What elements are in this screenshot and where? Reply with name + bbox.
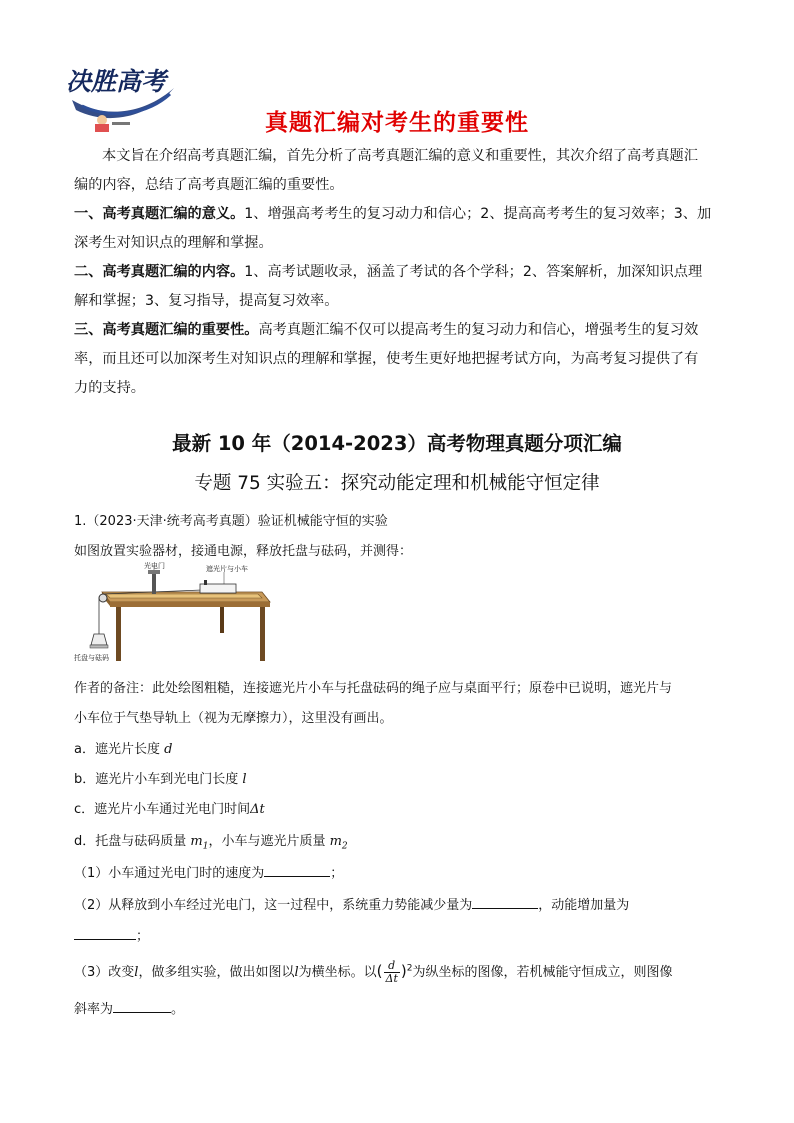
item-d: d．托盘与砝码质量 $m_1$，小车与遮光片质量 $m_2$ <box>74 834 348 852</box>
intro-line-2: 编的内容，总结了高考真题汇编的重要性。 <box>74 177 344 193</box>
answer-blank[interactable] <box>472 896 538 909</box>
intro-paragraph <box>74 142 724 200</box>
author-note-line-2: 小车位于气垫导轨上（视为无摩擦力），这里没有画出。 <box>74 711 393 726</box>
question-number: 1. <box>74 514 87 529</box>
question-setup: 如图放置实验器材，接通电源，释放托盘与砝码，并测得： <box>74 544 413 559</box>
logo-text: 决胜高考 <box>66 67 167 96</box>
section-heading: 三、高考真题汇编的重要性。 <box>74 322 259 338</box>
answer-blank[interactable] <box>264 864 330 877</box>
question-source: （2023·天津·统考高考真题） <box>86 514 258 529</box>
section-content <box>74 258 724 316</box>
subquestion-3-cont: 斜率为 。 <box>74 1002 185 1017</box>
label-photogate: 光电门 <box>144 562 165 570</box>
answer-blank[interactable] <box>113 1000 171 1013</box>
item-c: c．遮光片小车通过光电门时间Δt <box>74 802 265 817</box>
section-heading: 一、高考真题汇编的意义。 <box>74 206 245 222</box>
section-text: 解和掌握；3、复习指导，提高复习效率。 <box>74 293 339 309</box>
answer-blank[interactable] <box>74 927 136 940</box>
section-importance <box>74 316 724 403</box>
label-cart: 遮光片与小车 <box>206 565 248 573</box>
section-heading: 二、高考真题汇编的内容。 <box>74 264 245 280</box>
item-a: a．遮光片长度 d <box>74 742 173 757</box>
section-text: 率，而且还可以加深考生对知识点的理解和掌握，使考生更好地把握考试方向，为高考复习提供了有 <box>74 351 699 367</box>
page-title: 真题汇编对考生的重要性 <box>265 110 529 136</box>
author-note-line-1: 作者的备注：此处绘图粗糙，连接遮光片小车与托盘砝码的绳子应与桌面平行；原卷中已说明，遮光片与 <box>74 681 673 696</box>
section-text: 高考真题汇编不仅可以提高考生的复习动力和信心，增强考生的复习效 <box>258 322 699 338</box>
section-text: 深考生对知识点的理解和掌握。 <box>74 235 273 251</box>
item-b: b．遮光片小车到光电门长度 l <box>74 772 247 787</box>
subquestion-2: （2）从释放到小车经过光电门，这一过程中，系统重力势能减少量为 ，动能增加量为 <box>74 898 630 913</box>
section-text: 1、高考试题收录，涵盖了考试的各个学科；2、答案解析，加深知识点理 <box>244 264 703 280</box>
section-text: 力的支持。 <box>74 380 145 396</box>
subquestion-1: （1）小车通过光电门时的速度为 ； <box>74 866 344 881</box>
section-text: 1、增强高考考生的复习动力和信心；2、提高高考考生的复习效率；3、加 <box>244 206 712 222</box>
intro-line-1: 本文旨在介绍高考真题汇编，首先分析了高考真题汇编的意义和重要性，其次介绍了高考真题汇 <box>102 148 698 164</box>
question-title: 验证机械能守恒的实验 <box>257 514 388 529</box>
subquestion-3: （3）改变l，做多组实验，做出如图以l为横坐标。以( $\frac{d}{\Delta t}$ )$^2$为纵坐标的图像，若机械能守恒成立，则图像 <box>74 959 673 985</box>
apparatus-figure <box>72 560 272 668</box>
label-weight: 托盘与砝码 <box>74 654 109 662</box>
question-header <box>74 510 734 529</box>
topic-title: 专题 75 实验五：探究动能定理和机械能守恒定律 <box>194 473 600 494</box>
section-meaning <box>74 200 724 258</box>
collection-title: 最新 10 年（2014-2023）高考物理真题分项汇编 <box>172 432 622 455</box>
subquestion-2-cont: ； <box>74 925 734 944</box>
fraction-d-over-dt: $\frac{d}{\Delta t}$ <box>385 959 398 985</box>
